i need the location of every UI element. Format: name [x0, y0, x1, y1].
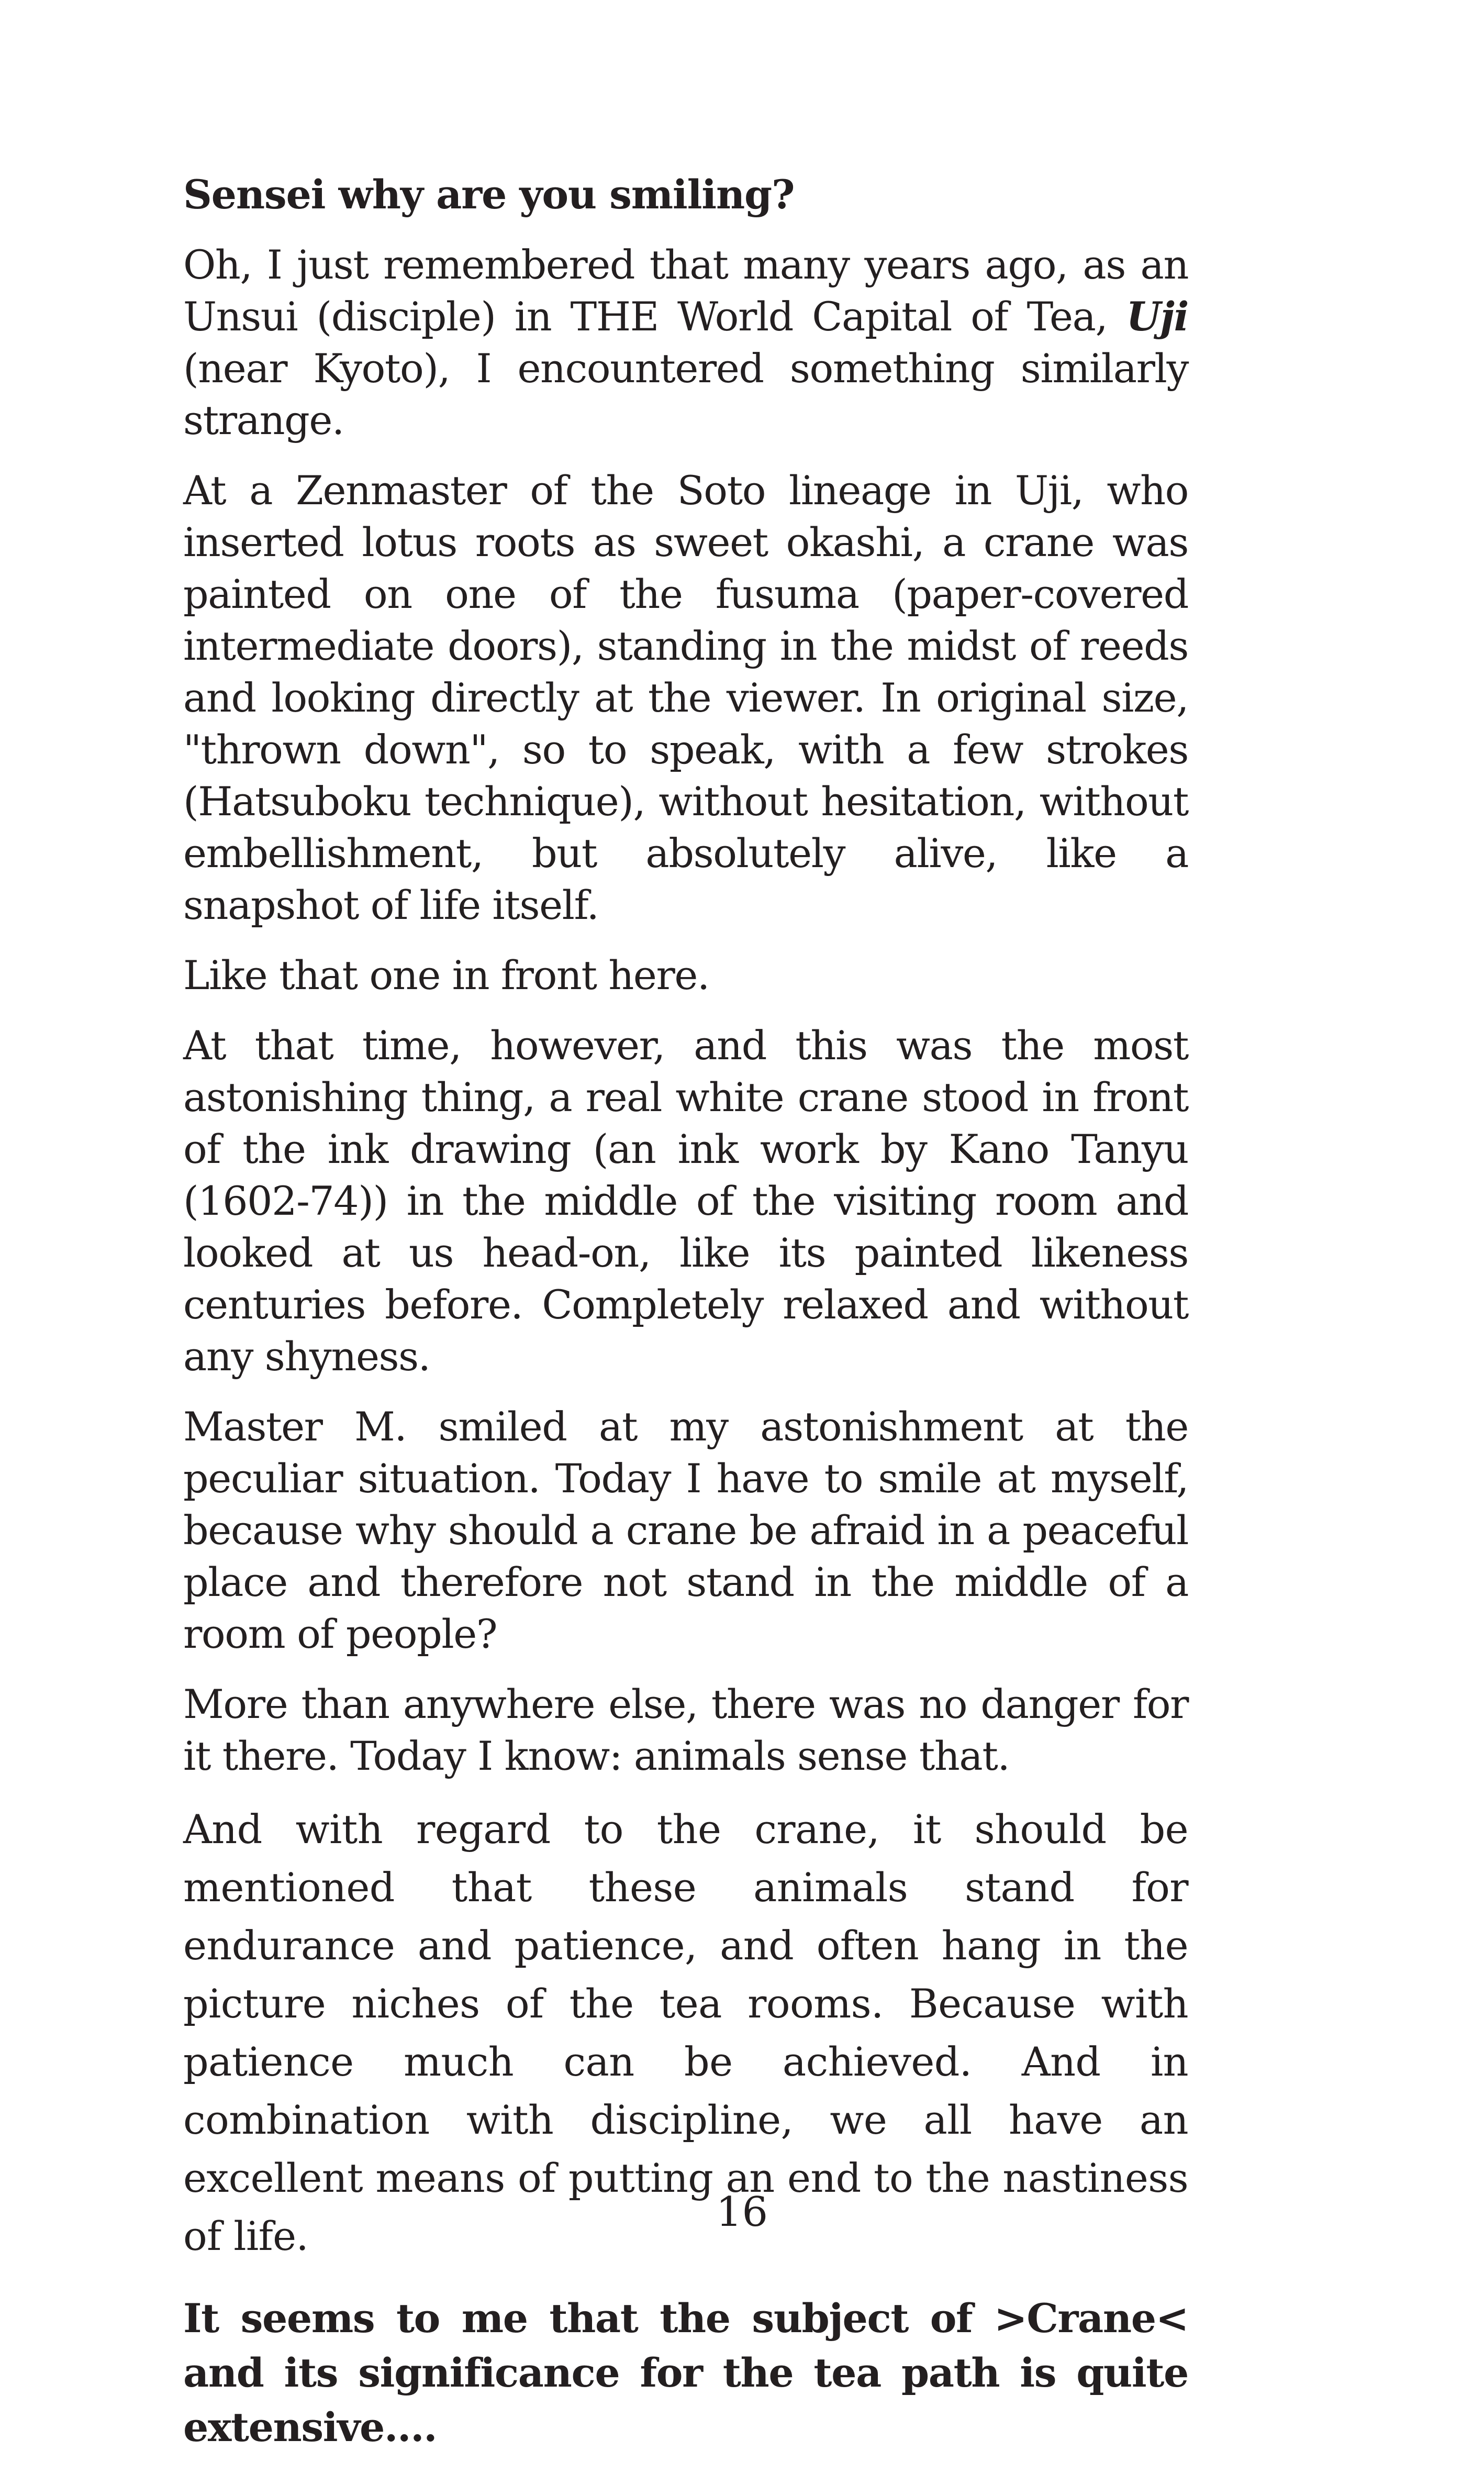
- short-paragraph: Like that one in front here.: [183, 952, 709, 999]
- crane-meaning-paragraph: And with regard to the crane, it should be mentioned that these animals stand for endurance and patience, and often hang in the picture niches of the tea rooms. Because with patience much can be achieved. And in combination with discipline, we all have an excellent means of putting an end to the nastiness of life.: [183, 1806, 1188, 2259]
- real-crane-paragraph: At that time, however, and this was the most astonishing thing, a real white crane stood in front of the ink drawing (an ink work by Kano Tanyu (1602-74)) in the middle of the visiting room and looked at us head-on, like its painted likeness centuries before. Completely relaxed and without any shyness.: [183, 1022, 1188, 1380]
- question-paragraph: Sensei why are you smiling?: [183, 171, 795, 218]
- page-number: 16: [716, 2189, 768, 2236]
- answer-text-end: (near Kyoto), I encountered something similarly strange.: [183, 345, 1188, 443]
- answer-paragraph: [183, 239, 1188, 446]
- closing-question-paragraph: It seems to me that the subject of >Crane< and its significance for the tea path is quite extensive....: [183, 2295, 1188, 2450]
- emphasized-place-name: Uji: [1126, 293, 1188, 340]
- answer-text-start: Oh, I just remembered that many years ago, as an Unsui (disciple) in THE World Capital of Tea,: [183, 241, 1188, 340]
- master-smiled-paragraph: Master M. smiled at my astonishment at the peculiar situation. Today I have to smile at myself, because why should a crane be afraid in a peaceful place and therefore not stand in the middle of a room of people?: [183, 1403, 1188, 1657]
- zenmaster-paragraph: At a Zenmaster of the Soto lineage in Uji, who inserted lotus roots as sweet okashi, a crane was painted on one of the fusuma (paper-covered intermediate doors), standing in the midst of reeds and looking directly at the viewer. In original size, "thrown down", so to speak, with a few strokes (Hatsuboku technique), without hesitation, without embellishment, but absolutely alive, like a snapshot of life itself.: [183, 467, 1188, 928]
- no-danger-paragraph: More than anywhere else, there was no danger for it there. Today I know: animals sense that.: [183, 1681, 1188, 1779]
- text-column: [183, 169, 1188, 2473]
